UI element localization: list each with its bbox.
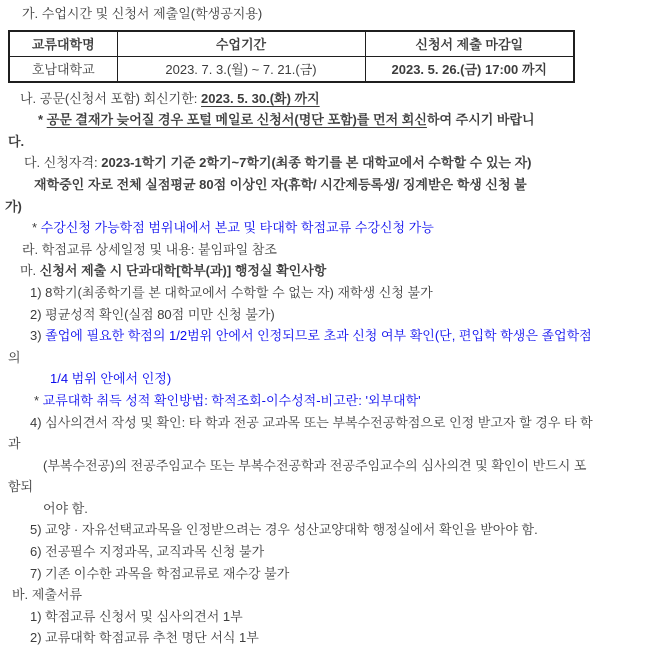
cell-university: 호남대학교 [9,56,117,82]
doc-line [0,109,653,131]
text-segment: 과 [8,436,21,452]
doc-line [0,282,653,304]
doc-line [0,563,653,585]
doc-line [0,347,653,369]
text-segment: 나. 공문(신청서 포함) 회신기한: [20,90,202,106]
doc-line [0,541,653,563]
doc-line [0,433,653,455]
doc-line [0,519,653,541]
text-segment: 바. 제출서류 [12,587,83,603]
text-segment: 하여 주시기 바랍니 [426,112,535,128]
text-segment: 함되 [8,479,34,495]
text-segment: * [34,392,43,408]
doc-line [0,584,653,606]
text-segment: 다. [8,133,25,149]
text-segment: 1) 학점교류 신청서 및 심사의견서 1부 [30,608,243,624]
doc-line [0,217,653,239]
text-segment: 재학중인 자로 전체 실점평균 80점 이상인 자(휴학/ 시간제등록생/ 징계받은 학생 신청 불 [34,176,527,192]
doc-line [0,476,653,498]
text-segment: 교류대학 취득 성적 확인방법: 학적조회-이수성적-비고란: '외부대학' [42,392,421,408]
doc-line [0,174,653,196]
doc-line [0,304,653,326]
text-segment: (부복수전공)의 전공주임교수 또는 부복수전공학과 전공주임교수의 심사의견 및 확인이 반드시 포 [43,457,587,473]
doc-line [0,152,653,174]
table-header-row [9,31,574,57]
doc-line [0,455,653,477]
text-segment: 2023. 5. 30.(화) 까지 [201,90,320,106]
doc-line [0,131,653,153]
text-segment: 공문 결재가 늦어질 경우 포털 메일로 신청서(명단 포함)를 먼저 회신 [46,112,427,128]
doc-line [0,239,653,261]
doc-line [0,627,653,649]
text-segment: 신청서 제출 시 단과대학[학부(과)] 행정실 확인사항 [39,263,327,279]
text-segment: 5) 교양 · 자유선택교과목을 인정받으려는 경우 성산교양대학 행정실에서 확인을 받아야 함. [30,522,538,538]
text-segment: 졸업에 필요한 학점의 1/2범위 안에서 인정되므로 초과 신청 여부 확인(단, 편입학 학생은 졸업학점 [45,328,592,344]
text-segment: * [38,112,47,128]
text-segment: * [32,220,41,236]
doc-line [0,390,653,412]
text-segment: 라. 학점교류 상세일정 및 내용: 붙임파일 참조 [22,241,277,257]
text-segment: 4) 심사의견서 작성 및 확인: 타 학과 전공 교과목 또는 부복수전공학점으로 인정 받고자 할 경우 타 학 [30,414,593,430]
section-heading-class-time: 가. 수업시간 및 신청서 제출일(학생공지용) [22,6,263,21]
text-segment: 2) 교류대학 학점교류 추천 명단 서식 1부 [30,630,259,646]
text-segment: 2) 평균성적 확인(실점 80점 미만 신청 불가) [30,306,275,322]
text-segment: 가) [5,198,22,214]
text-segment: 어야 함. [43,500,88,516]
text-segment: 6) 전공필수 지정과목, 교직과목 신청 불가 [30,544,265,560]
table-row [9,56,574,82]
text-segment: 의 [8,349,21,365]
text-segment: 다. 신청자격: [24,155,102,171]
col-header-deadline: 신청서 제출 마감일 [365,31,574,57]
text-segment: 마. [20,263,40,279]
doc-line [0,606,653,628]
text-segment: 1) 8학기(최종학기를 본 대학교에서 수학할 수 없는 자) 재학생 신청 불가 [30,284,433,300]
text-segment: 3) [30,328,46,344]
doc-line [0,196,653,218]
cell-class-period: 2023. 7. 3.(월) ~ 7. 21.(금) [117,56,365,82]
col-header-university: 교류대학명 [9,31,117,57]
text-segment: 2023-1학기 기준 2학기~7학기(최종 학기를 본 대학교에서 수학할 수 있는 자) [101,155,532,171]
doc-line [0,325,653,347]
doc-line [0,412,653,434]
text-segment: 수강신청 가능학점 범위내에서 본교 및 타대학 학점교류 수강신청 가능 [40,220,434,236]
text-segment: 7) 기존 이수한 과목을 학점교류로 재수강 불가 [30,565,290,581]
text-segment: 1/4 범위 안에서 인정) [50,371,172,387]
doc-line [0,88,653,110]
doc-line [0,260,653,282]
col-header-class-period: 수업기간 [117,31,365,57]
doc-line [0,368,653,390]
notice-body [0,88,653,649]
doc-line [0,498,653,520]
cell-deadline: 2023. 5. 26.(금) 17:00 까지 [365,56,574,82]
exchange-schedule-table [8,30,575,83]
